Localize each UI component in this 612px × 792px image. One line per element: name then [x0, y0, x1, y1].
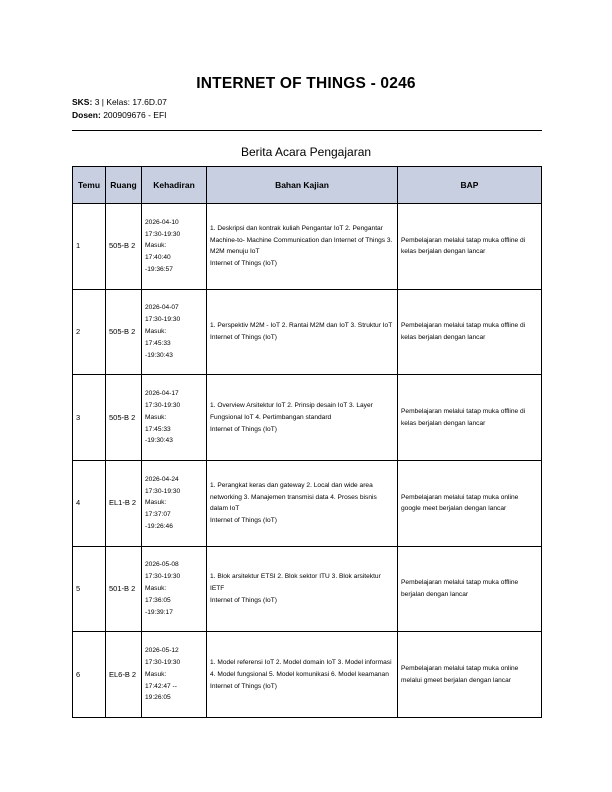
- cell-ruang: 505-B 2: [106, 204, 142, 290]
- table-header-row: [73, 167, 542, 204]
- table-row: [73, 546, 542, 632]
- cell-temu: 2: [73, 289, 106, 375]
- cell-kehadiran: [142, 546, 207, 632]
- sks-label: SKS:: [72, 97, 93, 107]
- kehadiran-date: 2026-05-08: [145, 561, 179, 569]
- cell-temu: 1: [73, 204, 106, 290]
- cell-kehadiran: [142, 289, 207, 375]
- dosen-line: [72, 110, 167, 120]
- kehadiran-masuk: 17:37:07: [145, 511, 171, 519]
- kehadiran-masuk-label: Masuk:: [145, 413, 167, 421]
- cell-bahan-kajian: [207, 460, 398, 546]
- cell-temu: 4: [73, 460, 106, 546]
- kehadiran-date: 2026-04-10: [145, 218, 179, 226]
- kehadiran-masuk: 17:36:05: [145, 596, 171, 604]
- bahan-text: 1. Perangkat keras dan gateway 2. Local dan wide area networking 3. Manajemen transmisi data 4. Proses bisnis dalam IoT: [210, 481, 377, 513]
- kehadiran-masuk: 17:45:33: [145, 425, 171, 433]
- kehadiran-masuk: 17:45:33: [145, 339, 171, 347]
- header-bap: BAP: [398, 167, 542, 204]
- sks-line: [72, 97, 167, 107]
- cell-ruang: EL1-B 2: [106, 460, 142, 546]
- kehadiran-date: 2026-04-07: [145, 304, 179, 312]
- course-title: INTERNET OF THINGS - 0246: [196, 75, 416, 92]
- cell-bap: Pembelajaran melalui tatap muka offline berjalan dengan lancar: [398, 546, 542, 632]
- bahan-text: 1. Blok arsitektur ETSI 2. Blok sektor ITU 3. Blok arsitektur IETF: [210, 573, 381, 593]
- cell-ruang: EL6-B 2: [106, 632, 142, 718]
- cell-ruang: 501-B 2: [106, 546, 142, 632]
- kehadiran-keluar: -19:39:17: [145, 608, 173, 616]
- kehadiran-keluar: 19:26:05: [145, 694, 171, 702]
- header-kehadiran: Kehadiran: [142, 167, 207, 204]
- kehadiran-jadwal: 17:30-19:30: [145, 487, 181, 495]
- cell-kehadiran: [142, 204, 207, 290]
- dosen-label: Dosen:: [72, 110, 101, 120]
- bahan-text: 1. Model referensi IoT 2. Model domain IoT 3. Model informasi 4. Model fungsional 5. Model komunikasi 6. Model keamanan: [210, 658, 392, 678]
- table-row: [73, 204, 542, 290]
- kehadiran-masuk-label: Masuk:: [145, 670, 167, 678]
- cell-bap: Pembelajaran melalui tatap muka offline di kelas berjalan dengan lancar: [398, 375, 542, 461]
- cell-kehadiran: [142, 460, 207, 546]
- cell-bahan-kajian: [207, 546, 398, 632]
- bahan-topik: Internet of Things (IoT): [210, 596, 277, 604]
- table-row: [73, 289, 542, 375]
- cell-ruang: 505-B 2: [106, 289, 142, 375]
- dosen-value: 200909676 - EFI: [103, 110, 167, 120]
- kehadiran-keluar: -19:36:57: [145, 266, 173, 274]
- sks-value: 3 | Kelas: 17.6D.07: [94, 97, 167, 107]
- cell-bap: Pembelajaran melalui tatap muka online google meet berjalan dengan lancar: [398, 460, 542, 546]
- kehadiran-masuk: 17:40:40: [145, 254, 171, 262]
- kehadiran-jadwal: 17:30-19:30: [145, 230, 181, 238]
- kehadiran-date: 2026-04-17: [145, 390, 179, 398]
- bahan-topik: Internet of Things (IoT): [210, 425, 277, 433]
- header-divider: [72, 130, 542, 131]
- kehadiran-masuk-label: Masuk:: [145, 499, 167, 507]
- kehadiran-jadwal: 17:30-19:30: [145, 316, 181, 324]
- bahan-topik: Internet of Things (IoT): [210, 260, 277, 268]
- cell-bahan-kajian: [207, 632, 398, 718]
- kehadiran-masuk: 17:42:47 --: [145, 682, 177, 690]
- table-row: [73, 632, 542, 718]
- bahan-topik: Internet of Things (IoT): [210, 333, 277, 341]
- kehadiran-date: 2026-04-24: [145, 475, 179, 483]
- kehadiran-keluar: -19:30:43: [145, 351, 173, 359]
- header-ruang: Ruang: [106, 167, 142, 204]
- cell-bap: Pembelajaran melalui tatap muka offline di kelas berjalan dengan lancar: [398, 204, 542, 290]
- cell-temu: 5: [73, 546, 106, 632]
- kehadiran-keluar: -19:30:43: [145, 437, 173, 445]
- cell-bahan-kajian: [207, 289, 398, 375]
- kehadiran-masuk-label: Masuk:: [145, 328, 167, 336]
- table-row: [73, 460, 542, 546]
- kehadiran-jadwal: 17:30-19:30: [145, 573, 181, 581]
- table-row: [73, 375, 542, 461]
- table-body: [73, 204, 542, 718]
- kehadiran-date: 2026-05-12: [145, 647, 179, 655]
- cell-bap: Pembelajaran melalui tatap muka offline di kelas berjalan dengan lancar: [398, 289, 542, 375]
- kehadiran-jadwal: 17:30-19:30: [145, 658, 181, 666]
- bahan-topik: Internet of Things (IoT): [210, 517, 277, 525]
- bap-table: [72, 166, 542, 718]
- cell-kehadiran: [142, 632, 207, 718]
- cell-bap: Pembelajaran melalui tatap muka online melalui gmeet berjalan dengan lancar: [398, 632, 542, 718]
- cell-bahan-kajian: [207, 375, 398, 461]
- kehadiran-jadwal: 17:30-19:30: [145, 401, 181, 409]
- bahan-text: 1. Perspektiv M2M - IoT 2. Rantai M2M dan IoT 3. Struktur IoT: [210, 322, 393, 330]
- bahan-topik: Internet of Things (IoT): [210, 682, 277, 690]
- kehadiran-keluar: -19:26:46: [145, 522, 173, 530]
- section-title: Berita Acara Pengajaran: [240, 145, 372, 159]
- bahan-text: 1. Deskripsi dan kontrak kuliah Pengantar IoT 2. Pengantar Machine-to- Machine Communication dan Internet of Things 3. M2M menuju IoT: [210, 224, 393, 256]
- kehadiran-masuk-label: Masuk:: [145, 585, 167, 593]
- cell-ruang: 505-B 2: [106, 375, 142, 461]
- header-temu: Temu: [73, 167, 106, 204]
- cell-temu: 3: [73, 375, 106, 461]
- cell-kehadiran: [142, 375, 207, 461]
- header-bahan-kajian: Bahan Kajian: [207, 167, 398, 204]
- cell-bahan-kajian: [207, 204, 398, 290]
- bahan-text: 1. Overview Arsitektur IoT 2. Prinsip desain IoT 3. Layer Fungsional IoT 4. Pertimbangan standard: [210, 401, 373, 421]
- cell-temu: 6: [73, 632, 106, 718]
- kehadiran-masuk-label: Masuk:: [145, 242, 167, 250]
